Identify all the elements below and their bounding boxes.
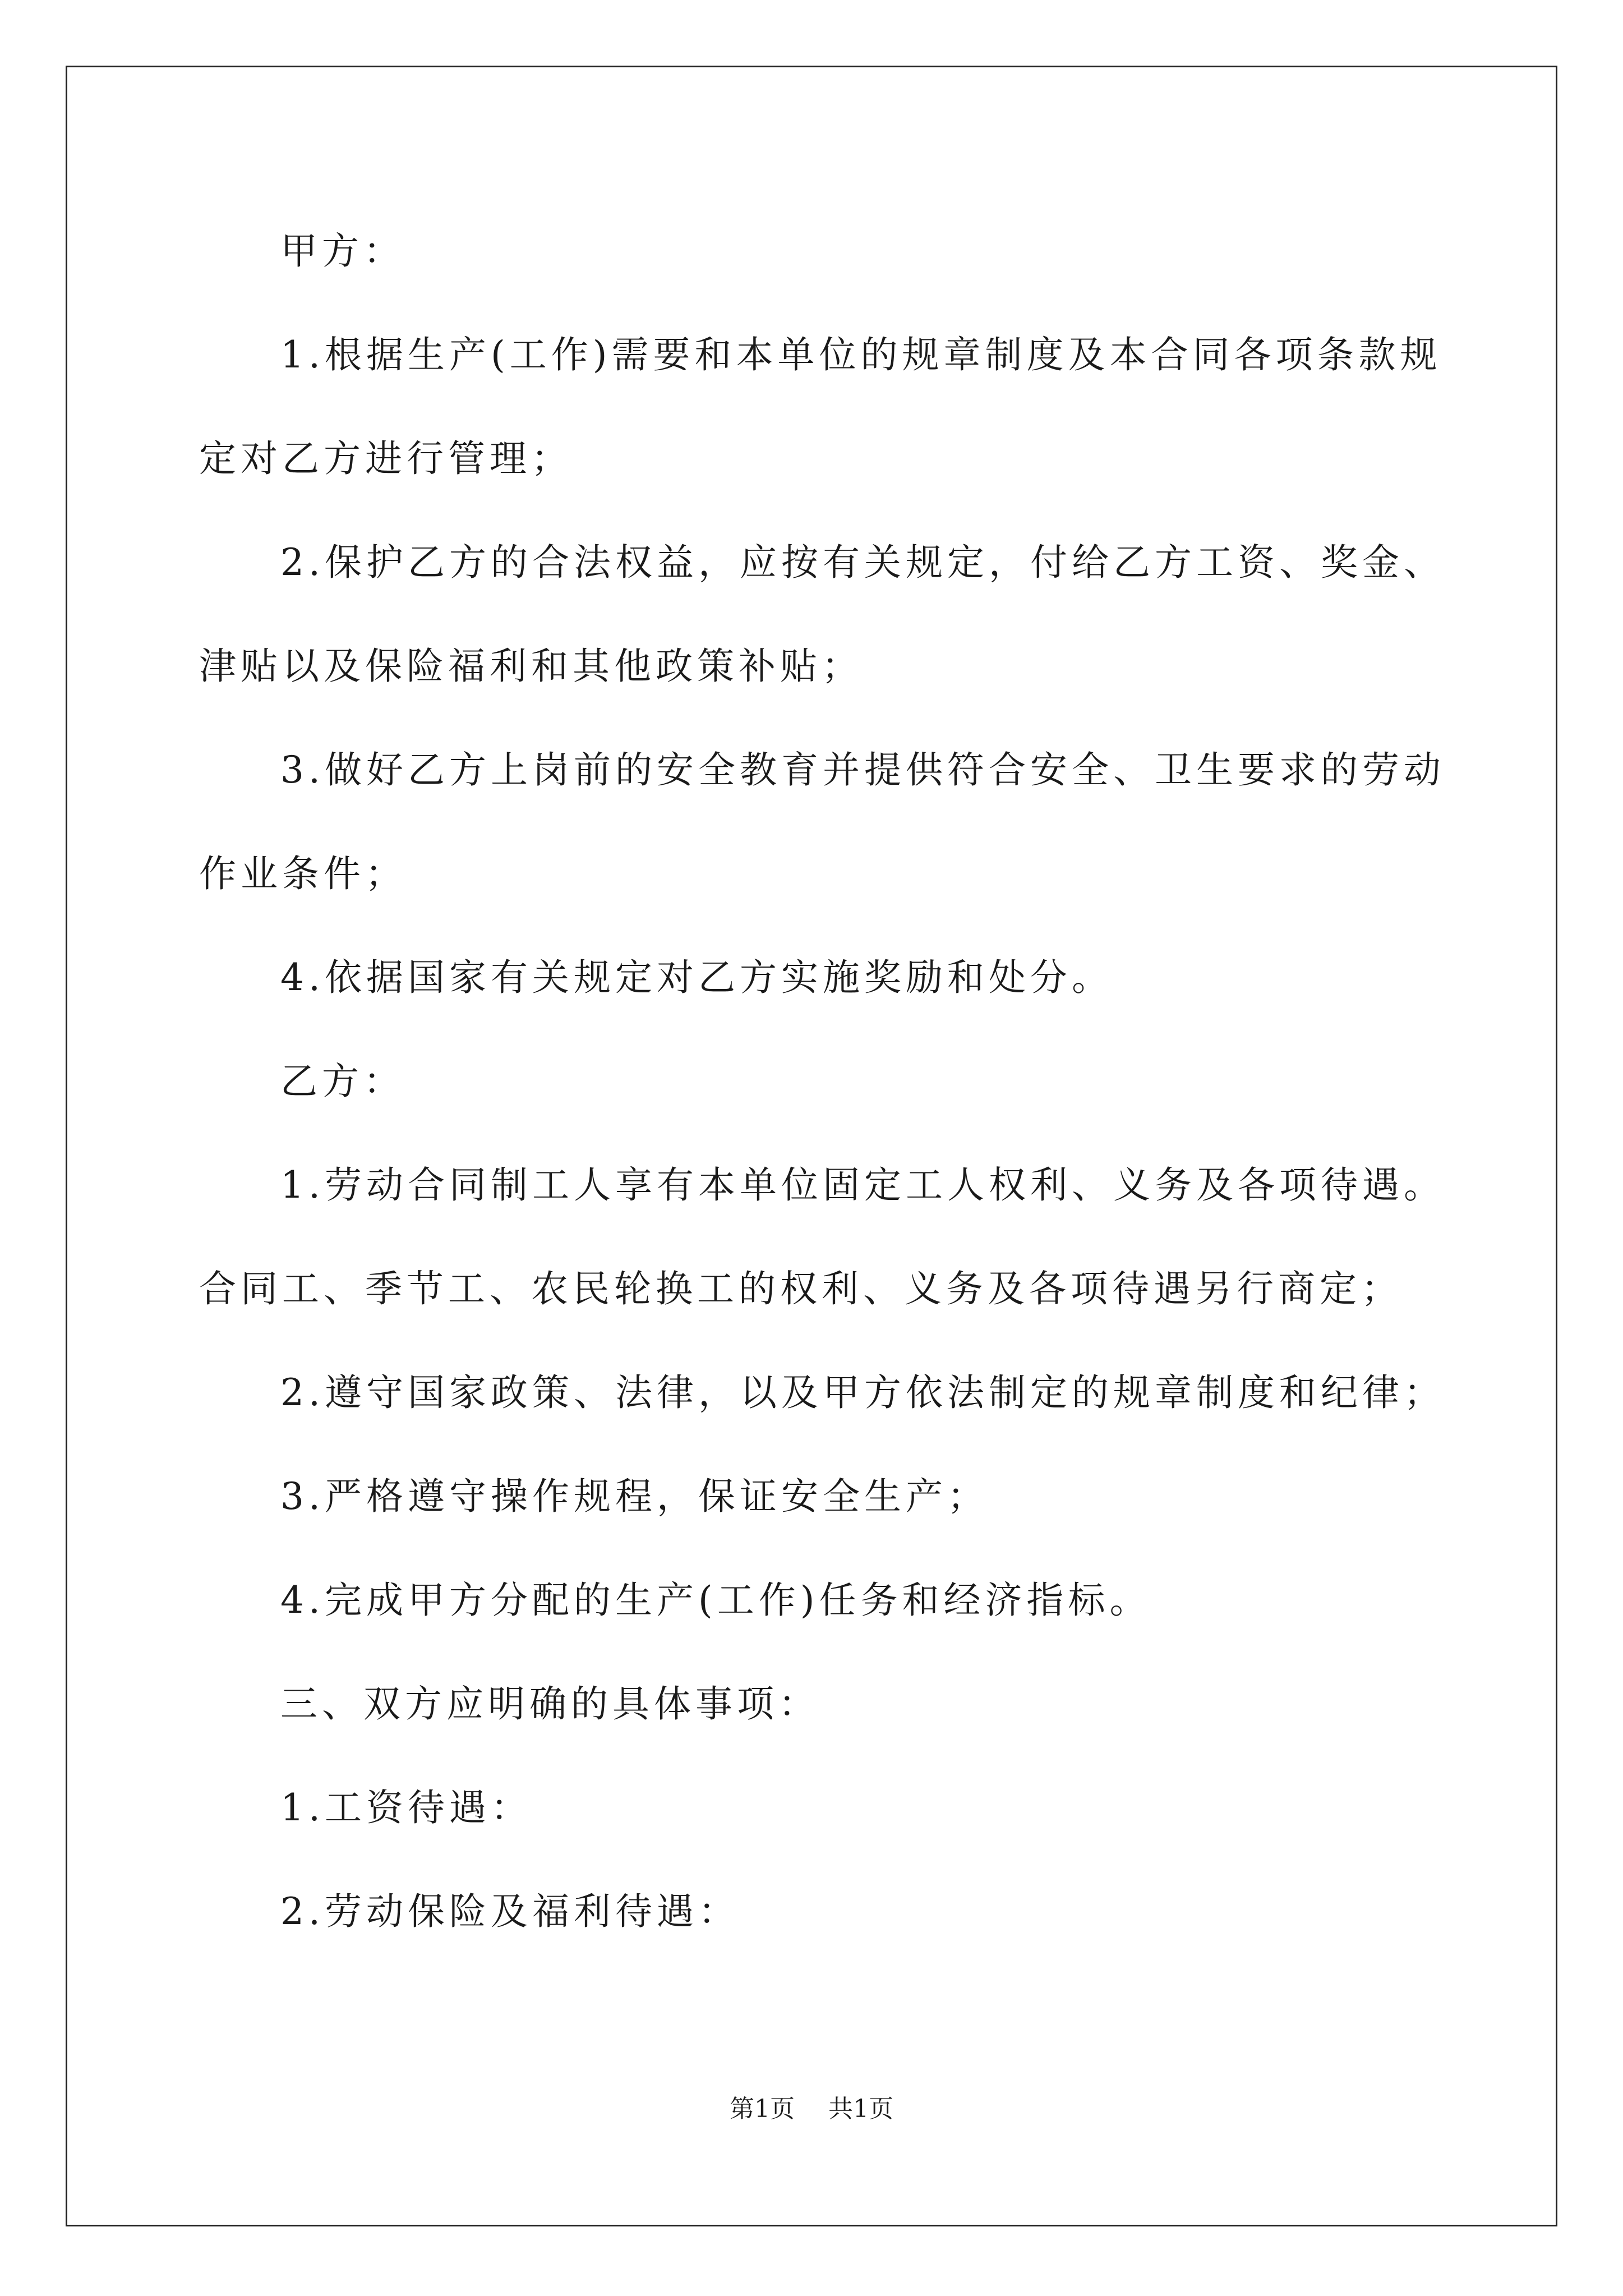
party-a-item-3-cont: 作业条件； [199, 852, 407, 895]
section-three-item-2: 2.劳动保险及福利待遇： [280, 1890, 740, 1933]
party-b-item-2: 2.遵守国家政策、法律，以及甲方依法制定的规章制度和纪律； [280, 1371, 1445, 1414]
page-number-total: 共1页 [828, 2095, 893, 2123]
party-a-item-2-cont: 津贴以及保险福利和其他政策补贴； [199, 645, 863, 688]
page-footer [0, 2092, 1623, 2126]
party-a-item-4: 4.依据国家有关规定对乙方实施奖励和处分。 [280, 956, 1113, 999]
party-a-heading: 甲方： [280, 229, 405, 273]
party-b-heading: 乙方： [280, 1060, 405, 1103]
section-three-heading: 三、双方应明确的具体事项： [280, 1682, 820, 1726]
party-a-item-3: 3.做好乙方上岗前的安全教育并提供符合安全、卫生要求的劳动 [280, 748, 1445, 792]
party-b-item-3: 3.严格遵守操作规程，保证安全生产； [280, 1475, 989, 1518]
page-number-current: 第1页 [730, 2095, 795, 2123]
party-b-item-4: 4.完成甲方分配的生产(工作)任务和经济指标。 [280, 1579, 1151, 1622]
party-a-item-1-cont: 定对乙方进行管理； [199, 437, 573, 480]
section-three-item-1: 1.工资待遇： [280, 1786, 532, 1829]
party-b-item-1: 1.劳动合同制工人享有本单位固定工人权利、义务及各项待遇。 [280, 1163, 1445, 1207]
party-a-item-2: 2.保护乙方的合法权益，应按有关规定，付给乙方工资、奖金、 [280, 541, 1445, 584]
party-b-item-1-cont: 合同工、季节工、农民轮换工的权利、义务及各项待遇另行商定； [199, 1267, 1403, 1310]
party-a-item-1: 1.根据生产(工作)需要和本单位的规章制度及本合同各项条款规 [280, 333, 1442, 376]
